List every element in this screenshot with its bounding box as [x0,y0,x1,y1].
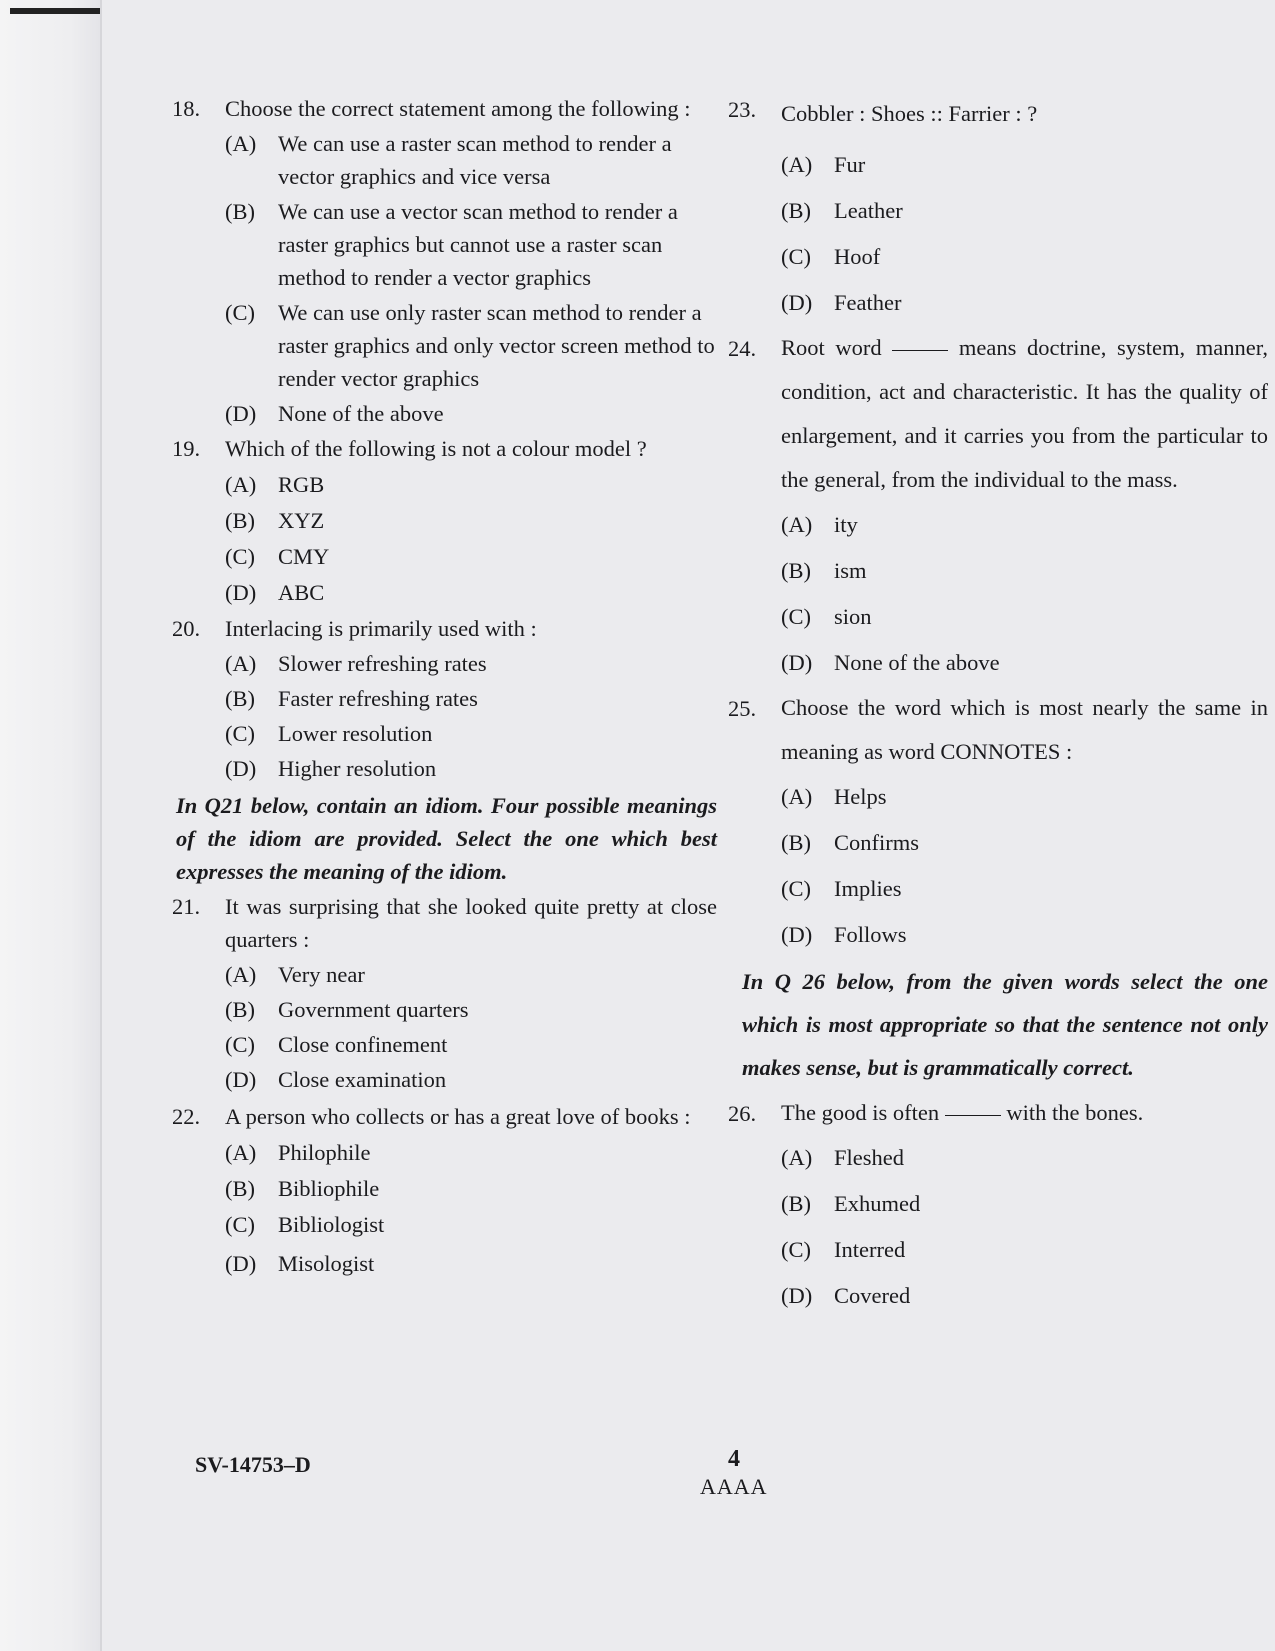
option-label: (B) [781,1191,811,1216]
option-text: Government quarters [278,997,469,1022]
option [781,912,1268,958]
option [781,1227,1268,1273]
option-label: (A) [225,472,257,497]
option-label: (C) [225,1032,255,1057]
question-text: Interlacing is primarily used with : [225,616,537,641]
question-24 [728,326,1268,686]
option [225,468,717,501]
option [781,594,1268,640]
option [781,502,1268,548]
question-text: Choose the correct statement among the following : [225,96,691,121]
option-text: None of the above [278,401,444,426]
question-number: 24. [728,336,757,361]
option-label: (B) [225,686,255,711]
option-label: (C) [781,1237,811,1262]
option [781,1273,1268,1319]
option [225,752,717,785]
option-label: (A) [225,1140,257,1165]
option-text: None of the above [834,650,1000,675]
option [225,1172,717,1205]
question-text: It was surprising that she looked quite pretty at close quarters : [225,894,717,952]
option [225,504,717,537]
option-text: Feather [834,290,902,315]
question-23 [728,92,1268,326]
option-text: Follows [834,922,907,947]
option-label: (A) [781,784,813,809]
option-text: ity [834,512,858,537]
question-number: 20. [172,616,201,641]
question-text: Cobbler : Shoes :: Farrier : ? [781,101,1038,126]
option-text: Confirms [834,830,920,855]
question-number: 23. [728,97,757,122]
option-label: (A) [225,651,257,676]
sentence-instruction: In Q 26 below, from the given words select the one which is most appropriate so that the sentence not only makes sense, but is grammatically correct. [742,969,1268,1080]
option [225,1028,717,1061]
option-label: (D) [225,1067,257,1092]
option [225,958,717,991]
question-21 [172,890,717,1096]
question-26 [728,1091,1268,1319]
option-text: Bibliologist [278,1212,385,1237]
option-text: Fleshed [834,1145,904,1170]
option-text: ism [834,558,867,583]
option-text: Hoof [834,244,881,269]
option [781,866,1268,912]
option [781,774,1268,820]
option-text: Leather [834,198,903,223]
option [225,127,717,193]
question-text: Which of the following is not a colour model ? [225,436,647,461]
option-label: (D) [225,1251,257,1276]
question-number: 25. [728,696,757,721]
question-25 [728,686,1268,958]
option-text: Philophile [278,1140,371,1165]
option-text: XYZ [278,508,325,533]
question-number: 22. [172,1104,201,1129]
question-text-end: with the bones. [1006,1100,1144,1125]
option-text: Very near [278,962,365,987]
option [781,280,1268,326]
option-text: We can use a raster scan method to render a vector graphics and vice versa [278,131,672,189]
option [781,640,1268,686]
option-text: Close examination [278,1067,447,1092]
option [225,540,717,573]
option-label: (D) [781,650,813,675]
option-text: Higher resolution [278,756,437,781]
idiom-instruction: In Q21 below, contain an idiom. Four possible meanings of the idiom are provided. Select the one which best expresses the meaning of the idiom. [176,793,717,884]
question-18 [172,92,717,430]
option-text: Helps [834,784,887,809]
page-number: 4 [728,1446,740,1472]
option-label: (C) [225,544,255,569]
question-text-end: means doctrine, system, manner, condition, act and characteristic. It has the quality of enlargement, and it carries you from the particular to the general, from the individual to the mass. [781,335,1268,492]
option-label: (A) [781,152,813,177]
option-label: (B) [781,198,811,223]
option-label: (A) [781,1145,813,1170]
option-text: Implies [834,876,902,901]
question-text: Choose the word which is most nearly the same in meaning as word CONNOTES : [781,695,1268,764]
option-text: Exhumed [834,1191,921,1216]
left-column [172,92,717,1280]
option-text: Fur [834,152,866,177]
option [781,234,1268,280]
option-text: Slower refreshing rates [278,651,487,676]
booklet-code: SV-14753–D [195,1452,311,1477]
option-label: (D) [781,922,813,947]
option-text: Close confinement [278,1032,448,1057]
option [781,1135,1268,1181]
answer-blank [892,350,948,351]
option-text: We can use a vector scan method to render a raster graphics but cannot use a raster scan method to render a vector graphics [278,199,678,290]
question-text-start: The good is often [781,1100,940,1125]
option-text: CMY [278,544,330,569]
option-label: (C) [781,244,811,269]
option-label: (C) [225,1212,255,1237]
question-number: 18. [172,96,201,121]
option-label: (B) [781,558,811,583]
option-label: (C) [225,300,255,325]
series-mark: AAAA [700,1474,768,1499]
option-label: (A) [225,962,257,987]
option-label: (D) [225,401,257,426]
option-text: Bibliophile [278,1176,380,1201]
option [225,717,717,750]
option-label: (B) [225,1176,255,1201]
question-20 [172,612,717,785]
option [781,142,1268,188]
option [225,1136,717,1169]
option-text: RGB [278,472,325,497]
option [225,1208,717,1241]
scanner-top-bar [10,8,100,14]
question-number: 26. [728,1101,757,1126]
option-label: (A) [781,512,813,537]
option [225,296,717,395]
option [225,397,717,430]
option-label: (D) [225,580,257,605]
option-label: (A) [225,131,257,156]
option-text: Covered [834,1283,911,1308]
option-label: (D) [781,290,813,315]
right-column [728,92,1268,1319]
option [225,993,717,1026]
option-text: We can use only raster scan method to render a raster graphics and only vector screen method to render vector graphics [278,300,715,391]
question-number: 19. [172,436,201,461]
option-label: (D) [781,1283,813,1308]
question-22 [172,1100,717,1280]
option-label: (C) [225,721,255,746]
option [225,682,717,715]
option [225,1063,717,1096]
option-label: (B) [225,199,255,224]
option-label: (D) [225,756,257,781]
question-text-start: Root word [781,335,882,360]
option [225,195,717,294]
question-19 [172,432,717,609]
option [225,576,717,609]
scanner-margin [0,0,100,1651]
option-label: (B) [225,508,255,533]
option [225,1247,717,1280]
answer-blank [945,1115,1001,1116]
option-text: Faster refreshing rates [278,686,478,711]
option-label: (B) [781,830,811,855]
option-label: (C) [781,604,811,629]
option [781,820,1268,866]
option-text: sion [834,604,872,629]
option [225,647,717,680]
option-label: (B) [225,997,255,1022]
option-text: ABC [278,580,325,605]
option [781,1181,1268,1227]
option-text: Lower resolution [278,721,433,746]
question-text: A person who collects or has a great love of books : [225,1104,691,1129]
question-number: 21. [172,894,201,919]
option-text: Misologist [278,1251,375,1276]
option-text: Interred [834,1237,906,1262]
option-label: (C) [781,876,811,901]
option [781,548,1268,594]
option [781,188,1268,234]
